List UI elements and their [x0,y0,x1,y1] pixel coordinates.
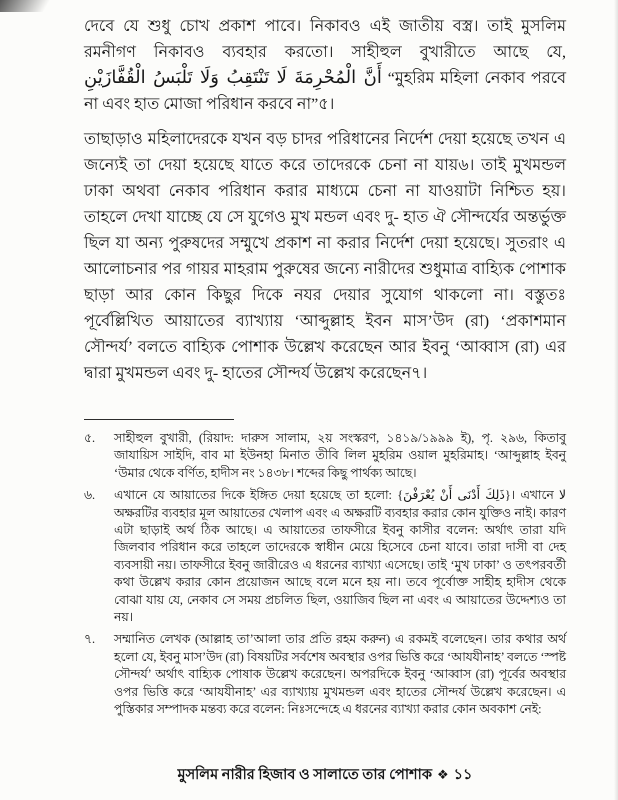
footnote-text: এখানে যে আয়াতের দিকে ইঙ্গিত দেয়া হয়েছে তা হলো: {ذَلِكَ أَدْنَى أَنْ يُعْرَفْنَ}। এখানে لا অক্ষরটির ব্যবহার মূল আয়াতের খেলাপ এবং এ অক্ষরটি ব্যবহার করার কোন যুক্তিও নাই। কারণ এটা ছাড়াই অর্থ ঠিক আছে। এ আয়াতের তাফসীরে ইবনু কাসীর বলেন: অর্থাৎ তারা যদি জিলবাব পরিধান করে তাহলে তাদেরকে স্বাধীন মেয়ে হিসেবে চেনা যাবে। তারা দাসী বা দেহ ব্যবসায়ী নয়। তাফসীরে ইবনু জারীরেও এ ধরনের ব্যাখ্যা এসেছে। তাই ‘মুখ ঢাকা’ ও তৎপরবর্তী কথা উল্লেখ করার কোন প্রয়োজন আছে বলে মনে হয় না। তবে পূর্বোক্ত সাহীহ হাদীস থেকে বোঝা যায় যে, নেকাব সে সময় প্রচলিত ছিল, ওয়াজিব ছিল না এবং এ আয়াতের উদ্দেশ্যও তা নয়। [114,488,566,625]
footnote-5 [84,430,566,482]
main-text-block [84,14,566,387]
body-paragraph-1 [84,14,566,118]
footnote-number: ৬. [84,488,96,503]
footnotes-block [84,430,566,719]
scan-artifact [0,0,60,12]
body-paragraph-2: তাছাড়াও মহিলাদেরকে যখন বড় চাদর পরিধানের নির্দেশ দেয়া হয়েছে তখন এ জন্যেই তা দেয়া হয়েছে যাতে করে তাদেরকে চেনা না যায়৬। তাই মুখমন্ডল ঢাকা অথবা নেকাব পরিধান করার মাধ্যমে চেনা না যাওয়াটা নিশ্চিত হয়। তাহলে দেখা যাচ্ছে যে সে যুগেও মুখ মন্ডল এবং দু- হাত ঐ সৌন্দর্যের অন্তর্ভুক্ত ছিল যা অন্য পুরুষদের সম্মুখে প্রকাশ না করার নির্দেশ দেয়া হয়েছে। সুতরাং এ আলোচনার পর গায়র মাহরাম পুরুষের জন্যে নারীদের শুধুমাত্র বাহ্যিক পোশাক ছাড়া আর কোন কিছুর দিকে নযর দেয়ার সুযোগ থাকলো না। বস্তুতঃ পূর্বেল্লিখিত আয়াতের ব্যাখ্যায় ‘আব্দুল্লাহ ইবন মাস’উদ (রা) ‘প্রকাশমান সৌন্দর্য’ বলতে বাহ্যিক পোশাক উল্লেখ করেছেন আর ইবনু ‘আব্বাস (রা) এর দ্বারা মুখমন্ডল এবং দু- হাতের সৌন্দর্য উল্লেখ করেছেন৭। [84,131,566,382]
page-number: ১১ [453,767,473,783]
page-footer [84,764,566,788]
footnote-number: ৭. [84,632,96,647]
footnote-number: ৫. [84,431,96,445]
body-text-run: দেবে যে শুধু চোখ প্রকাশ পাবে। নিকাবও এই জাতীয় বস্ত্র। তাই মুসলিম রমনীগণ নিকাবও ব্যবহার করতো। সাহীহুল বুখারীতে আছে যে, [84,18,566,61]
footnote-7 [84,631,566,718]
arabic-hadith-quote: أَنَّ الْمُحْرِمَةَ لَا تَنْتَقِبُ وَلَا تَلْبَسُ الْقُفَّازَيْنِ [84,67,382,88]
running-title: মুসলিম নারীর হিজাব ও সালাতে তার পোশাক [177,767,432,783]
scan-edge-shade [614,0,618,800]
diamond-icon: ❖ [436,767,449,782]
page-content [84,14,566,724]
footnote-text: সম্মানিত লেখক (আল্লাহ তা’আলা তার প্রতি রহম করুন) এ রকমই বলেছেন। তার কথার অর্থ হলো যে, ইবনু মাস’উদ (রা) বিষয়টির সর্বশেষ অবস্থার ওপর ভিত্তি করে ‘আযযীনাহ’ বলতে ‘স্পষ্ট সৌন্দর্য’ অর্থাৎ বাহ্যিক পোষাক উল্লেখ করেছেন। অপরদিকে ইবনু ‘আব্বাস (রা) পূর্বের অবস্থার ওপর ভিত্তি করে ‘আযযীনাহ’ এর ব্যাখ্যায় মুখমন্ডল এবং হাতের সৌন্দর্য উল্লেখ করেছেন। এ পুস্তিকার সম্পাদক মন্তব্য করে বলেন: নিঃসন্দেহে এ ধরনের ব্যাখ্যা করার কোন অবকাশ নেই: [114,632,566,717]
footnote-text: সাহীহুল বুখারী, (রিয়াদ: দারুস সালাম, ২য় সংস্করণ, ১৪১৯/১৯৯৯ ই), পৃ. ২৯৬, কিতাবু জাযায়িস সাইদি, বাব মা ইউনহা মিনাত তীবি লিল মুহরিম ওয়াল মুহরিমাহ। ‘আব্দুল্লাহ ইবনু ‘উমার থেকে বর্ণিত, হাদীস নং ১৪৩৮। শব্দের কিছু পার্থক্য আছে। [114,431,566,480]
footnote-6 [84,487,566,626]
body-text-run: “মুহরিম মহিলা নেকাব পরবে না এবং হাত মোজা পরিধান করবে না”৫। [84,70,566,113]
footnote-separator [84,419,234,420]
